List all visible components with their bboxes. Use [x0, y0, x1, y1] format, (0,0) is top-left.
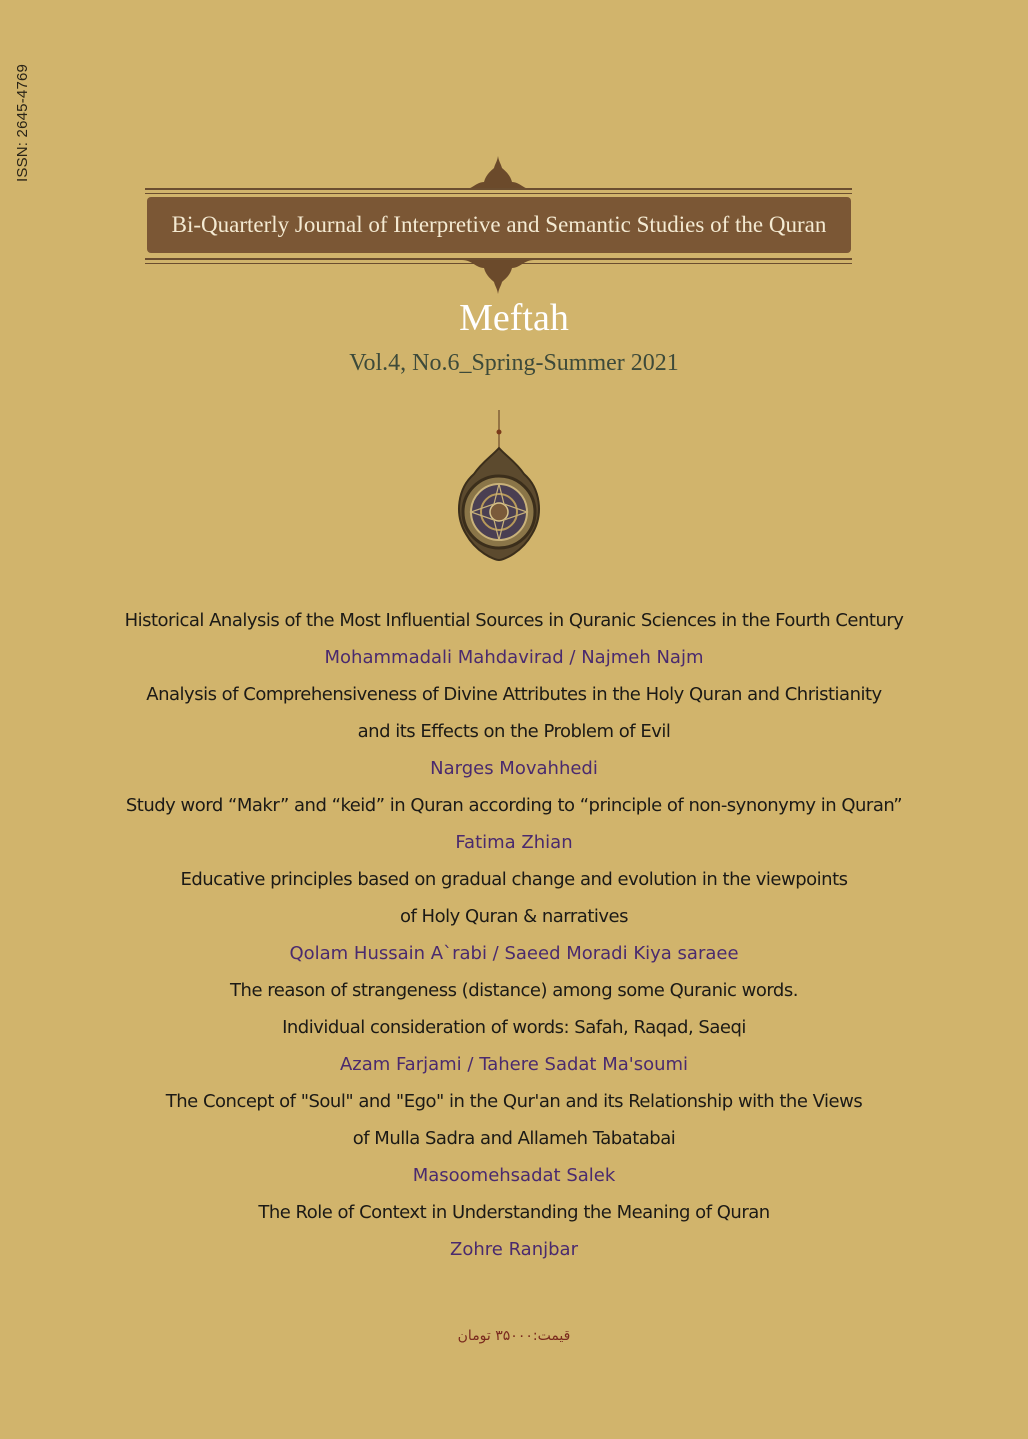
journal-title: Meftah: [459, 297, 569, 339]
top-rule-thin: [145, 193, 852, 194]
article-title: and its Effects on the Problem of Evil: [357, 721, 671, 742]
article-title: The reason of strangeness (distance) among some Quranic words.: [230, 980, 798, 1001]
journal-subtitle: Bi-Quarterly Journal of Interpretive and Semantic Studies of the Quran: [171, 212, 827, 237]
issn-label: ISSN: 2645-4769: [14, 63, 31, 182]
article-authors: Fatima Zhian: [455, 832, 573, 853]
ornament-top-icon: [462, 156, 534, 190]
article-title: Historical Analysis of the Most Influential Sources in Quranic Sciences in the Fourth Century: [124, 610, 904, 631]
article-title: The Concept of "Soul" and "Ego" in the Qur'an and its Relationship with the Views: [165, 1091, 863, 1112]
article-title: of Holy Quran & narratives: [399, 906, 628, 927]
article-authors: Azam Farjami / Tahere Sadat Ma'soumi: [339, 1054, 689, 1075]
article-title: Analysis of Comprehensiveness of Divine Attributes in the Holy Quran and Christianity: [146, 684, 882, 705]
price-label: قیمت:۳۵۰۰۰ تومان: [457, 1328, 571, 1344]
article-title: The Role of Context in Understanding the Meaning of Quran: [258, 1202, 770, 1223]
volume-info: Vol.4, No.6_Spring-Summer 2021: [349, 350, 679, 376]
article-authors: Mohammadali Mahdavirad / Najmeh Najm: [324, 647, 704, 668]
journal-banner: [147, 197, 851, 253]
medallion-icon: [444, 404, 554, 564]
article-authors: Masoomehsadat Salek: [412, 1165, 616, 1186]
article-title: Individual consideration of words: Safah, Raqad, Saeqi: [282, 1017, 746, 1038]
table-of-contents: [40, 602, 988, 1268]
article-title: of Mulla Sadra and Allameh Tabatabai: [352, 1128, 676, 1149]
ornament-bottom-icon: [462, 260, 534, 294]
top-rule: [145, 188, 852, 190]
article-authors: Narges Movahhedi: [430, 758, 598, 779]
article-title: Study word “Makr” and “keid” in Quran according to “principle of non-synonymy in Quran”: [125, 795, 903, 816]
article-authors: Qolam Hussain A`rabi / Saeed Moradi Kiya saraee: [289, 943, 739, 964]
article-title: Educative principles based on gradual change and evolution in the viewpoints: [180, 869, 848, 890]
article-authors: Zohre Ranjbar: [450, 1239, 578, 1260]
